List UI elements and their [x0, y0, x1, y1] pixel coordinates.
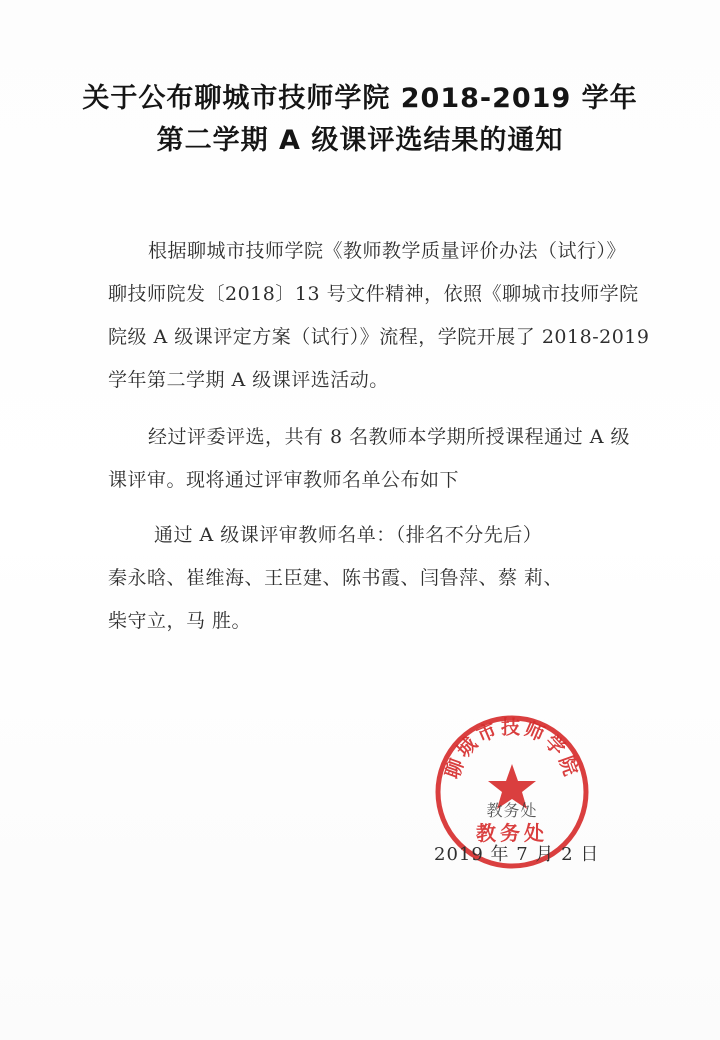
paragraph-1-line-1: 根据聊城市技师学院《教师教学质量评价办法（试行）》: [148, 240, 627, 262]
teacher-list-heading: 通过 A 级课评审教师名单：（排名不分先后）: [154, 524, 543, 546]
document-title-line-2: 第二学期 A 级课评选结果的通知: [156, 125, 564, 156]
document-title-line-1: 关于公布聊城市技师学院 2018-2019 学年: [82, 83, 638, 114]
teacher-names-line-1: 秦永晗、崔维海、王臣建、陈书霞、闫鲁萍、蔡 莉、: [108, 567, 564, 589]
teacher-names-line-2: 柴守立，马 胜。: [108, 610, 252, 632]
paragraph-2-line-2: 课评审。现将通过评审教师名单公布如下: [108, 469, 460, 491]
document-date: 2019 年 7 月 2 日: [434, 844, 600, 865]
paragraph-1-line-3: 院级 A 级课评定方案（试行）》流程，学院开展了 2018-2019: [108, 326, 650, 348]
seal-ring-text: 聊城市技师学院: [441, 716, 583, 782]
paragraph-2-line-1: 经过评委评选，共有 8 名教师本学期所授课程通过 A 级: [148, 426, 630, 448]
paragraph-1-line-2: 聊技师院发〔2018〕13 号文件精神，依照《聊城市技师学院: [108, 283, 639, 305]
paragraph-1-line-4: 学年第二学期 A 级课评选活动。: [108, 369, 389, 391]
seal-center-text: 教务处: [476, 821, 548, 845]
signature-department: 教务处: [486, 801, 538, 820]
